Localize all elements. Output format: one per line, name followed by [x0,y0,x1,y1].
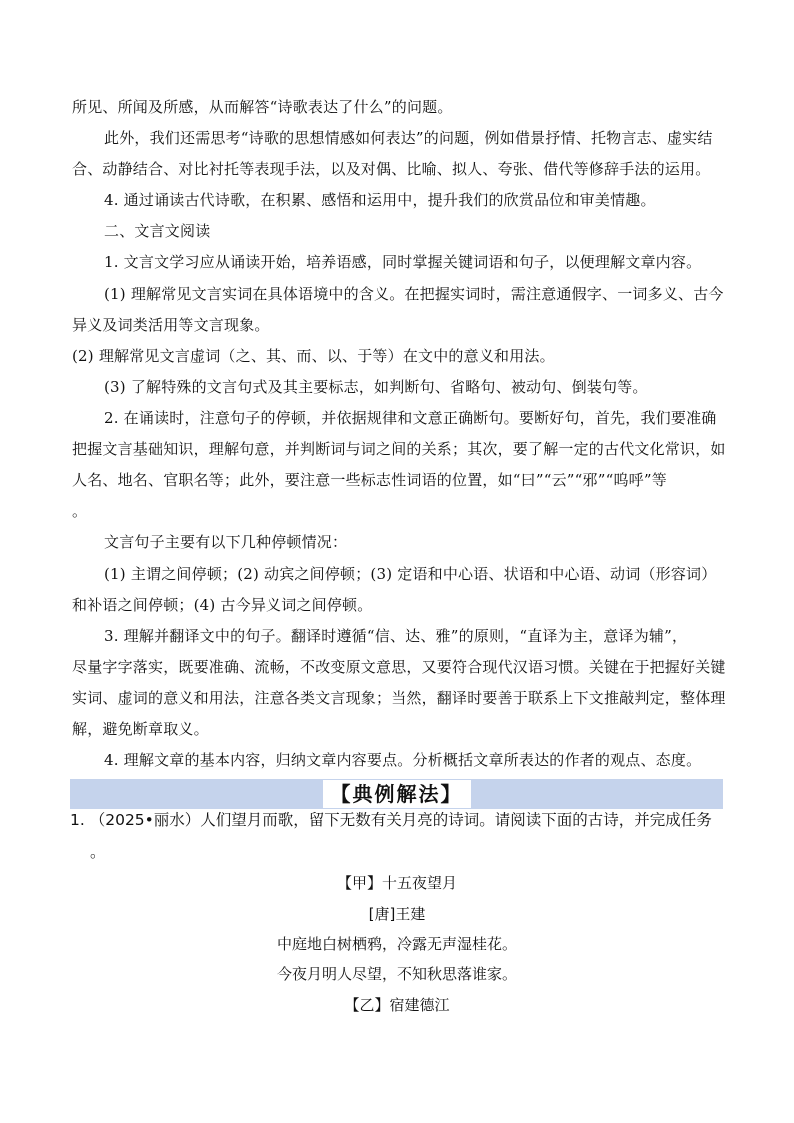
question-text: 1. （2025•丽水）人们望月而歌，留下无数有关月亮的诗词。请阅读下面的古诗，并完成任务 [70,811,712,829]
paragraph-line: 4. 通过诵读古代诗歌，在积累、感悟和运用中，提升我们的欣赏品位和审美情趣。 [104,191,656,209]
paragraph-line: 3. 理解并翻译文中的句子。翻译时遵循“信、达、雅”的原则，“直译为主，意译为辅”， [104,627,688,645]
paragraph-line: 异义及词类活用等文言现象。 [72,316,270,334]
poem-b-title: 【乙】宿建德江 [344,996,450,1014]
paragraph-line: 文言句子主要有以下几种停顿情况： [104,533,348,551]
paragraph-line: 实词、虚词的意义和用法，注意各类文言现象；当然，翻译时要善于联系上下文推敲判定，整体理 [72,689,726,707]
poem-a-author: [唐]王建 [368,905,426,923]
paragraph-line: (1) 主谓之间停顿；(2) 动宾之间停顿；(3) 定语和中心语、状语和中心语、动词（形容词） [104,565,717,583]
banner-label: 【典例解法】 [323,780,471,808]
paragraph-line: 合、动静结合、对比衬托等表现手法，以及对偶、比喻、拟人、夸张、借代等修辞手法的运用。 [72,160,711,178]
paragraph-line: 2. 在诵读时，注意句子的停顿，并依据规律和文意正确断句。要断好句，首先，我们要准确 [104,409,717,427]
poem-a-line: 中庭地白树栖鸦，冷露无声湿桂花。 [276,935,517,953]
paragraph-line: 所见、所闻及所感，从而解答“诗歌表达了什么”的问题。 [72,98,453,116]
section-banner [70,779,723,809]
question-text-cont: 。 [90,843,106,861]
paragraph-line: 和补语之间停顿；(4) 古今异义词之间停顿。 [72,596,373,614]
poem-a-title: 【甲】十五夜望月 [336,874,457,892]
poem-a-line: 今夜月明人尽望，不知秋思落谁家。 [276,965,517,983]
paragraph-line: 人名、地名、官职名等；此外，要注意一些标志性词语的位置，如“曰”“云”“邪”“呜呼”等 [72,471,667,489]
paragraph-line: 把握文言基础知识，理解句意，并判断词与词之间的关系；其次，要了解一定的古代文化常识，如 [72,440,726,458]
paragraph-line: 4. 理解文章的基本内容，归纳文章内容要点。分析概括文章所表达的作者的观点、态度。 [104,751,702,769]
paragraph-line: (3) 了解特殊的文言句式及其主要标志，如判断句、省略句、被动句、倒装句等。 [104,378,648,396]
paragraph-line: 尽量字字落实，既要准确、流畅，不改变原文意思，又要符合现代汉语习惯。关键在于把握好关键 [72,658,726,676]
paragraph-line: (2) 理解常见文言虚词（之、其、而、以、于等）在文中的意义和用法。 [72,347,555,365]
paragraph-line: 。 [72,502,88,520]
paragraph-line: (1) 理解常见文言实词在具体语境中的含义。在把握实词时，需注意通假字、一词多义、古今 [104,285,724,303]
paragraph-line: 1. 文言文学习应从诵读开始，培养语感，同时掌握关键词语和句子，以便理解文章内容。 [104,253,702,271]
paragraph-line: 此外，我们还需思考“诗歌的思想情感如何表达”的问题，例如借景抒情、托物言志、虚实结 [104,129,713,147]
section-heading: 二、文言文阅读 [104,222,211,240]
paragraph-line: 解，避免断章取义。 [72,720,209,738]
